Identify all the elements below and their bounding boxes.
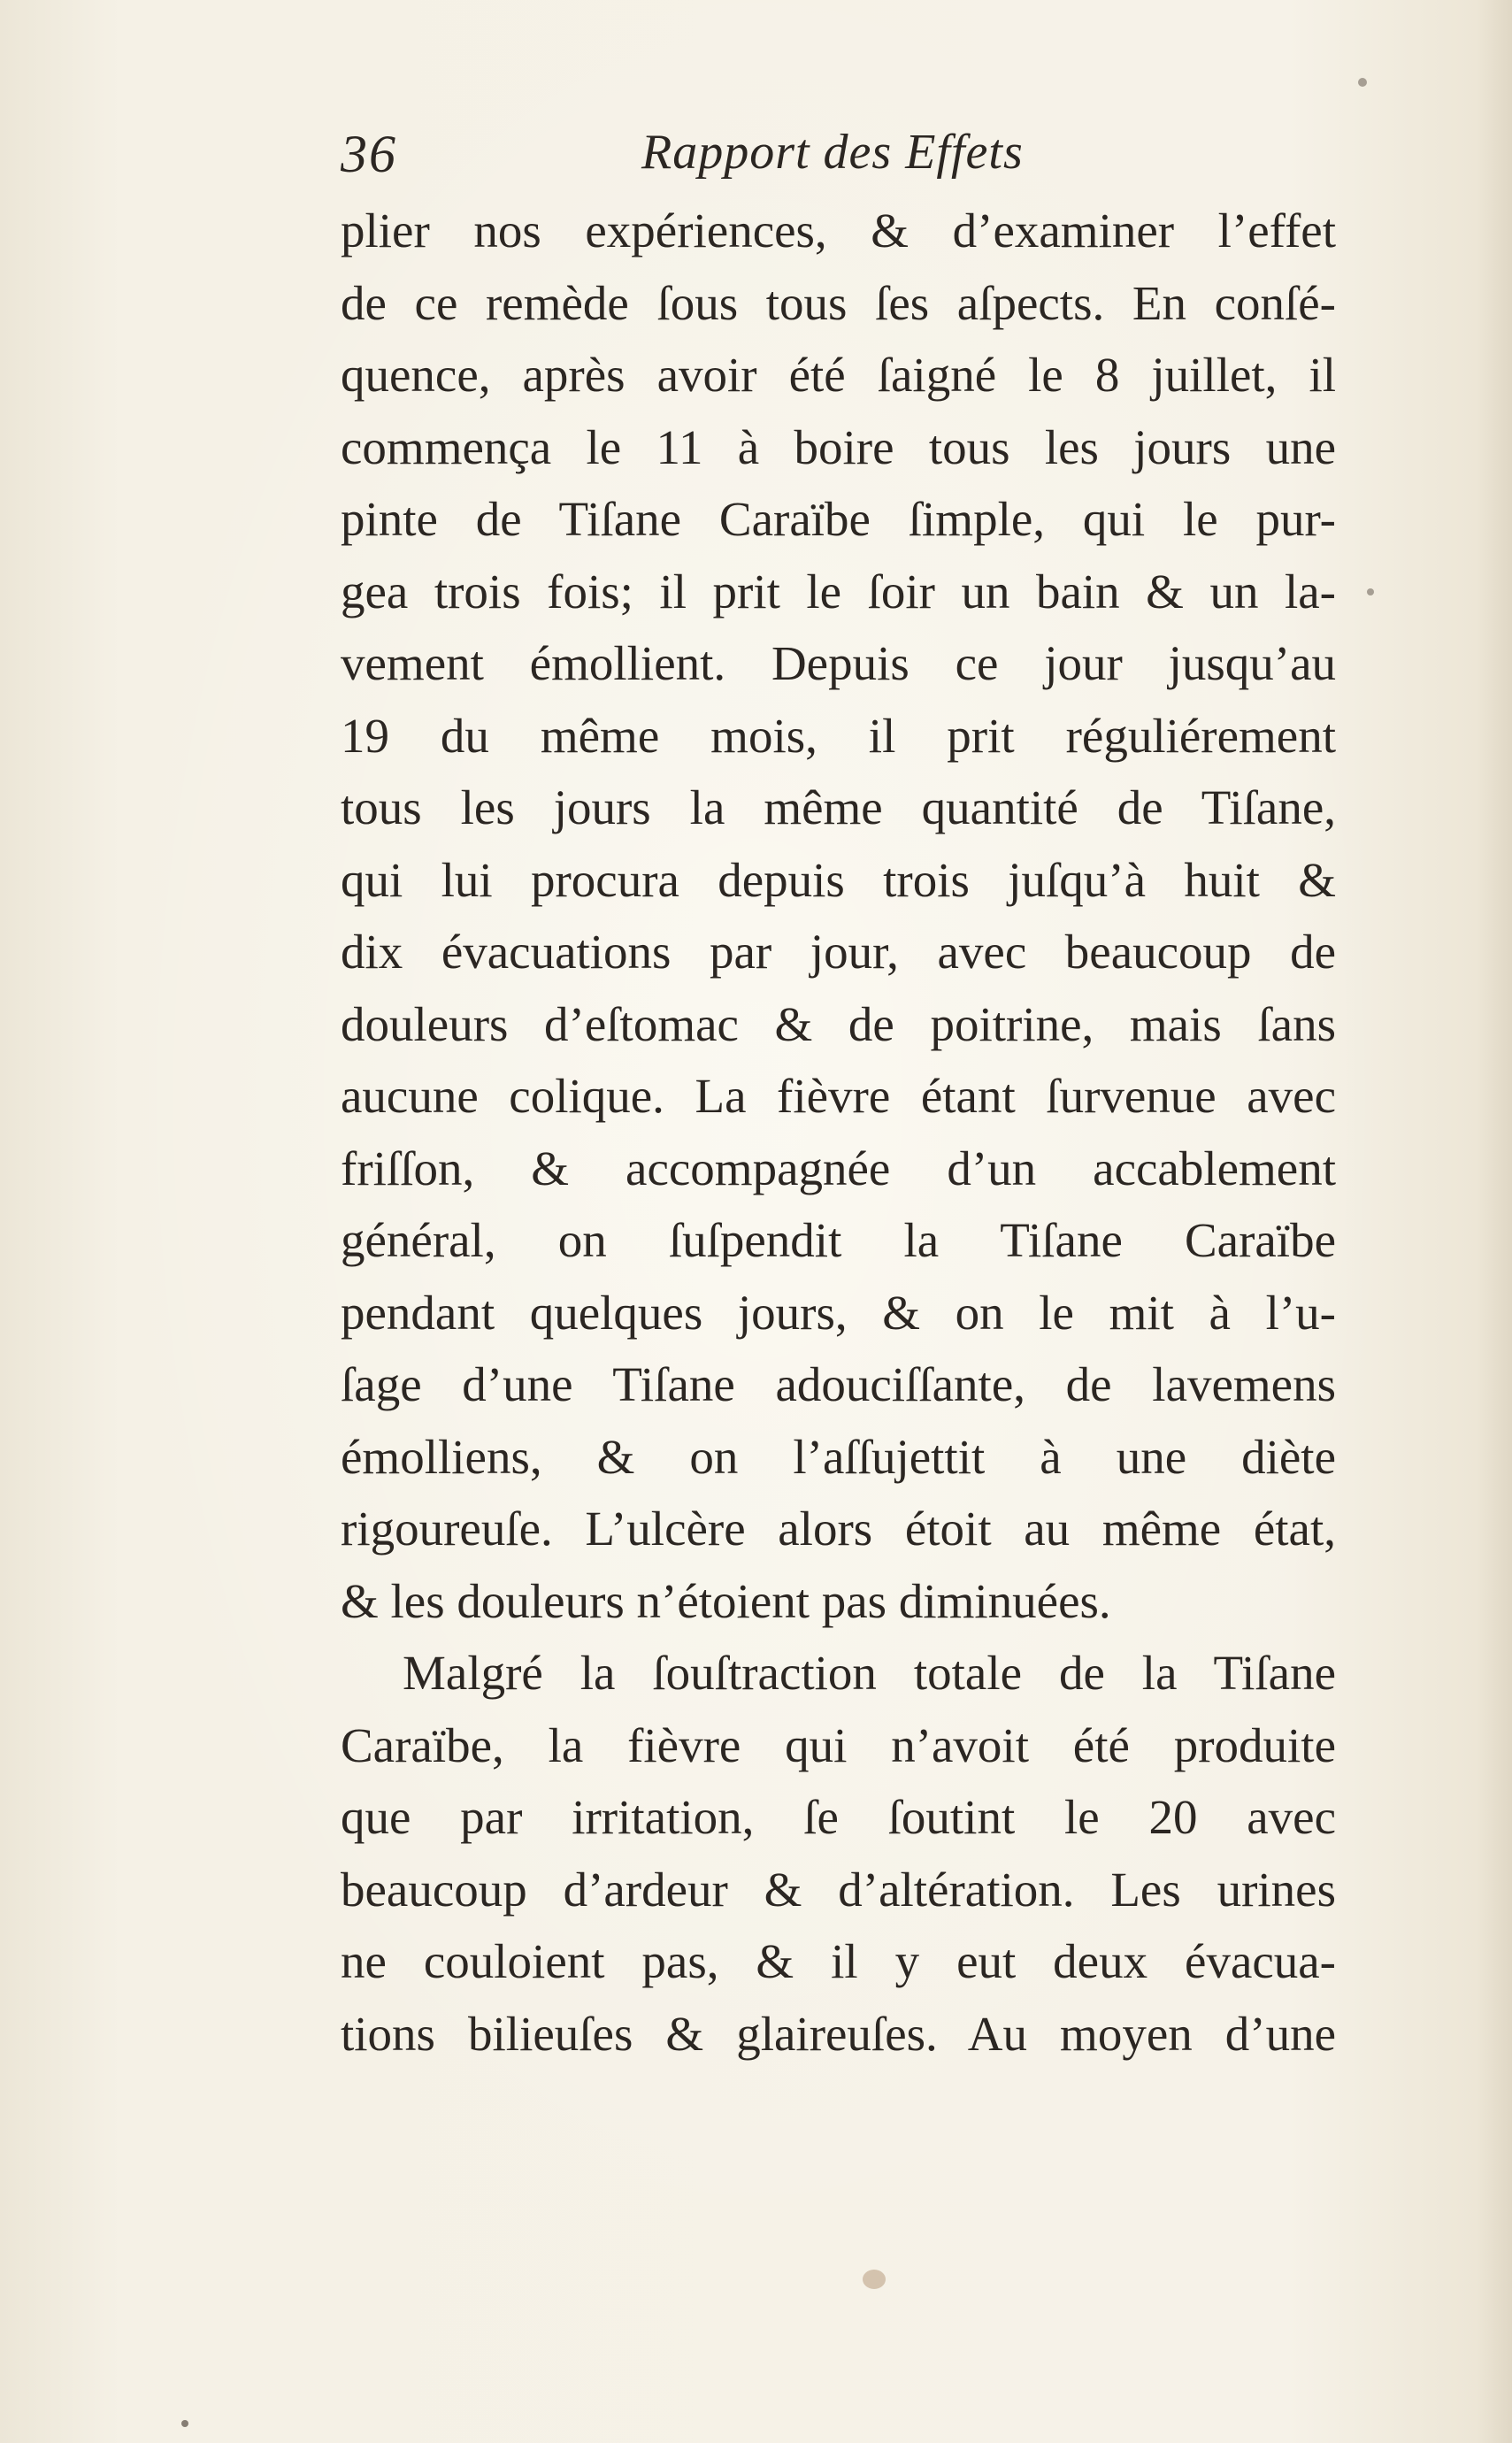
text-line: gea trois fois; il prit le ſoir un bain & un la- [341, 564, 1336, 618]
text-line: dix évacuations par jour, avec beaucoup de [341, 925, 1336, 979]
text-line: tous les jours la même quantité de Tiſane, [341, 780, 1336, 834]
text-line: de ce remède ſous tous ſes aſpects. En conſé- [341, 275, 1336, 330]
text-line: vement émollient. Depuis ce jour jusqu’au [341, 636, 1336, 690]
running-title: Rapport des Effets [641, 125, 1024, 180]
text-line: pendant quelques jours, & on le mit à l’u- [341, 1285, 1336, 1340]
text-line: qui lui procura depuis trois juſqu’à huit & [341, 852, 1336, 907]
page-edge-shadow [1477, 0, 1512, 2443]
paragraph-start-line: Malgré la ſouſtraction totale de la Tiſane [403, 1646, 1336, 1700]
page-number: 36 [341, 125, 397, 183]
text-line: douleurs d’eſtomac & de poitrine, mais ſans [341, 996, 1336, 1051]
body-text [341, 195, 1336, 2070]
text-line: aucune colique. La fièvre étant ſurvenue avec [341, 1069, 1336, 1123]
text-line: ne couloient pas, & il y eut deux évacua- [341, 1934, 1336, 1988]
paragraph-end-line: & les douleurs n’étoient pas diminuées. [341, 1573, 1111, 1628]
text-line: pinte de Tiſane Caraïbe ſimple, qui le pur- [341, 492, 1336, 546]
text-line: ſage d’une Tiſane adouciſſante, de lavemens [341, 1357, 1336, 1411]
text-line: friſſon, & accompagnée d’un accablement [341, 1141, 1336, 1195]
text-line: 19 du même mois, il prit réguliérement [341, 708, 1336, 763]
text-line: commença le 11 à boire tous les jours une [341, 419, 1336, 474]
foxing-spot [1358, 78, 1367, 87]
foxing-spot [1367, 588, 1374, 595]
text-line: rigoureuſe. L’ulcère alors étoit au même état, [341, 1502, 1336, 1556]
text-line: Caraïbe, la fièvre qui n’avoit été produite [341, 1717, 1336, 1772]
text-line: beaucoup d’ardeur & d’altération. Les urines [341, 1862, 1336, 1917]
running-head [341, 124, 1336, 195]
foxing-spot [863, 2270, 886, 2289]
text-line: que par irritation, ſe ſoutint le 20 avec [341, 1790, 1336, 1844]
text-line: général, on ſuſpendit la Tiſane Caraïbe [341, 1213, 1336, 1267]
foxing-spot [181, 2420, 188, 2427]
text-line: émolliens, & on l’aſſujettit à une diète [341, 1429, 1336, 1484]
text-line: quence, après avoir été ſaigné le 8 juillet, il [341, 348, 1336, 402]
text-line: plier nos expériences, & d’examiner l’effet [341, 204, 1336, 257]
text-line: tions bilieuſes & glaireuſes. Au moyen d’une [341, 2006, 1336, 2061]
